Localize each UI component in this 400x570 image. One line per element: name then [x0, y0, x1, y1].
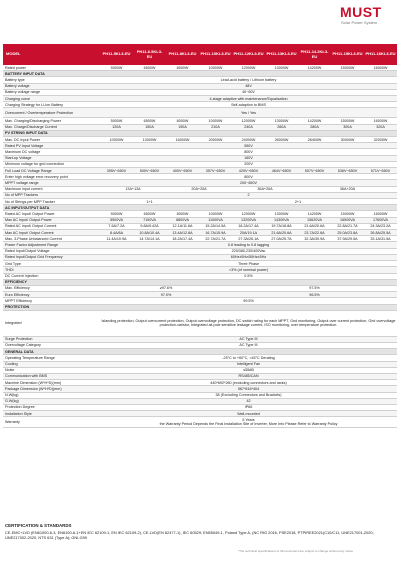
spec-value: 16000W: [166, 137, 199, 143]
spec-value: 20000W: [199, 137, 232, 143]
spec-label: Communication with BMS: [3, 373, 100, 379]
spec-label: Warranty: [3, 417, 100, 427]
spec-value: Yes / Yes: [100, 108, 397, 118]
spec-value: 40~60V: [100, 89, 397, 95]
spec-value: 2+1: [199, 199, 397, 205]
spec-value: 0.8 leading to 0.8 lagging: [100, 242, 397, 248]
spec-value: 8.4A/8A: [100, 230, 133, 236]
spec-value: 15.2A/14.5A: [199, 223, 232, 229]
spec-label: Power Factor Adjustment Range: [3, 242, 100, 248]
spec-value: 8000W: [166, 65, 199, 71]
spec-value: 210A: [199, 124, 232, 130]
spec-value: 395V~650V: [100, 168, 133, 174]
spec-label: Maximum DC voltage: [3, 149, 100, 155]
brand-logo: [340, 4, 396, 28]
certification-text: CE-EMC+LVD (EN61000-6-3, EN6100-6-1+EN IEC 62109-1, EN IEC 62109-2), CE-LVD(EN 62477-1), IEC 60529; EN55049-1, Poland Type A, (NC RfG 2016, PSE2018, PTPIREE2021(C10/C11, UNE217001-2020; UNE217002-2020, NTS 631 (Type A); GNI-G99: [5, 530, 374, 540]
spec-value: 20A/19.1A: [232, 230, 265, 236]
spec-value: 6500W: [133, 211, 166, 217]
spec-value: 12.1A/11.6A: [166, 223, 199, 229]
spec-label: DC Current Injection: [3, 273, 100, 279]
model-name: PH11-5KL3-EU: [100, 44, 133, 65]
section-title: AC INPUT/OUTPUT DATA: [3, 205, 397, 211]
spec-value: 28400W: [298, 137, 331, 143]
spec-row: [3, 108, 397, 118]
spec-label: Charging curve: [3, 96, 100, 102]
spec-value: 60Hz±5Hz/50Hz±5Hz: [100, 254, 397, 260]
spec-value: 15000W: [331, 211, 364, 217]
spec-value: 429V~650V: [232, 168, 265, 174]
spec-label: Max AC Input/ Output Power: [3, 217, 100, 223]
spec-value: 17600VA: [364, 217, 397, 223]
spec-value: 14200W: [298, 118, 331, 124]
spec-value: 8800VA: [166, 217, 199, 223]
spec-value: 13000W: [133, 137, 166, 143]
spec-value: 13000W: [265, 65, 298, 71]
spec-value: 38 (Excluding Connectors and Brackets): [100, 392, 397, 398]
spec-value: 5000W: [100, 65, 133, 71]
spec-label: Rated Input/Output Grid Frequency: [3, 254, 100, 260]
spec-value: 30000W: [331, 137, 364, 143]
spec-value: 97.5%: [232, 285, 397, 291]
spec-label: MPPT Efficiency: [3, 298, 100, 304]
spec-value: 21.6A/20.6A: [298, 223, 331, 229]
spec-value: 24000W: [232, 137, 265, 143]
spec-label: Full Load DC Voltage Range: [3, 168, 100, 174]
spec-label: Rated power: [3, 65, 100, 71]
spec-label: Max. Charge/Discharge Current: [3, 124, 100, 130]
spec-value: 19.7A/18.8A: [265, 223, 298, 229]
spec-value: 200~650V: [100, 180, 397, 186]
spec-value: 6500W: [133, 65, 166, 71]
spec-value: RS485/CAN: [100, 373, 397, 379]
brand-tagline: Solar Power System: [341, 20, 378, 25]
section-title: GENERAL DATA: [3, 349, 397, 355]
spec-label: THDi: [3, 267, 100, 273]
certification-heading: CERTIFICATION & STANDARDS: [5, 523, 72, 528]
spec-label: Max. Charging/Discharging Power: [3, 118, 100, 124]
model-name: PH11-8KL3-EU: [166, 44, 199, 65]
spec-label: Max. DC Input Power: [3, 137, 100, 143]
brand-name: MUST: [340, 4, 382, 20]
spec-label: Cooling: [3, 361, 100, 367]
spec-value: 96.5%: [232, 292, 397, 298]
spec-value: 150A: [133, 124, 166, 130]
spec-value: 42: [100, 398, 397, 404]
spec-label: Grid Type: [3, 261, 100, 267]
spec-table-body: [3, 65, 397, 427]
spec-value: 7150VA: [133, 217, 166, 223]
spec-value: 567*816*404: [100, 386, 397, 392]
spec-label: N.W(kg): [3, 392, 100, 398]
spec-value: 11000VA: [199, 217, 232, 223]
spec-value: 48V: [100, 83, 397, 89]
spec-value: 18.2A/17.4A: [166, 236, 199, 242]
spec-value: 500V~650V: [133, 168, 166, 174]
model-name: PH11-13KL3-EU: [265, 44, 298, 65]
spec-value: 440*692*260 (excluding connectors and racks): [100, 380, 397, 386]
spec-value: IP66: [100, 404, 397, 410]
spec-value: 200V: [100, 161, 397, 167]
spec-label: G.W(kg): [3, 398, 100, 404]
spec-value: 160V: [100, 155, 397, 161]
spec-value: 27.3A/26.1A: [232, 236, 265, 242]
spec-value: 5000W: [100, 118, 133, 124]
spec-value: 10000W: [100, 137, 133, 143]
spec-label: Package Dimension (W*H*D)(mm): [3, 386, 100, 392]
spec-value: 32000W: [364, 137, 397, 143]
spec-value: 16000W: [364, 118, 397, 124]
specification-footnote: *The technical specifications of this document are subject to change without any notice: [238, 549, 354, 553]
spec-value: 10000W: [199, 211, 232, 217]
spec-value: 1+1: [100, 199, 199, 205]
spec-label: Max AC Input/ Output Current: [3, 230, 100, 236]
spec-label: Battery voltage range: [3, 89, 100, 95]
spec-value: ≤55dB: [100, 367, 397, 373]
spec-label: Battery type: [3, 77, 100, 83]
spec-value: 320A: [364, 124, 397, 130]
spec-label: MPPT voltage range: [3, 180, 100, 186]
spec-value: 23.7A/22.6A: [298, 230, 331, 236]
spec-value: ≥97.6%: [100, 285, 232, 291]
spec-value: -25°C to +60°C, >45°C Derating: [100, 355, 397, 361]
spec-label: Rated PV Input Voltage: [3, 143, 100, 149]
spec-value: 97.0%: [100, 292, 232, 298]
spec-value: 11.4A/10.9A: [100, 236, 133, 242]
spec-value: 6500W: [133, 118, 166, 124]
spec-value: 14200W: [298, 211, 331, 217]
spec-value: 5500VA: [100, 217, 133, 223]
spec-value: 10.8A/10.4A: [133, 230, 166, 236]
spec-value: 0.5%: [100, 273, 397, 279]
spec-label: Integrated: [3, 310, 100, 336]
spec-label: Installation Style: [3, 411, 100, 417]
spec-value: 13200VA: [232, 217, 265, 223]
spec-value: 536V~650V: [331, 168, 364, 174]
spec-value: 15000W: [331, 118, 364, 124]
spec-value: 16500VA: [331, 217, 364, 223]
model-name: PH11-6.5KL3-EU: [133, 44, 166, 65]
spec-value: 14200W: [298, 65, 331, 71]
spec-value: 16.7A/15.9A: [199, 230, 232, 236]
section-title: PV STRING INPUT DATA: [3, 130, 397, 136]
spec-value: 190A: [166, 124, 199, 130]
spec-value: 800V: [100, 149, 397, 155]
spec-label: Maximum input current: [3, 186, 100, 192]
spec-label: Euro Efficiency: [3, 292, 100, 298]
spec-value: 8000W: [166, 211, 199, 217]
spec-label: Minimum voltage for grid connection: [3, 161, 100, 167]
model-name: PH11-12KL3-EU: [232, 44, 265, 65]
spec-value: 26.8A/25.5A: [364, 230, 397, 236]
spec-value: 280A: [298, 124, 331, 130]
spec-value: 37.9A/29.5A: [331, 236, 364, 242]
spec-value: 507V~650V: [298, 168, 331, 174]
section-title: BATTERY INPUT DATA: [3, 71, 397, 77]
spec-value: 14.7A/14.1A: [133, 236, 166, 242]
spec-label: Operating Temperature Range: [3, 355, 100, 361]
spec-label: No of Strings per MPP Tracker: [3, 199, 100, 205]
spec-value: 15000W: [331, 65, 364, 71]
spec-value: Intelligent Fan: [100, 361, 397, 367]
spec-value: Three Phase: [100, 261, 397, 267]
spec-value: 13000W: [265, 211, 298, 217]
spec-value: AC Type III: [100, 342, 397, 348]
spec-value: 10000W: [199, 118, 232, 124]
model-name: PH11-16KL3-EU: [364, 44, 397, 65]
spec-label: Max. Efficiency: [3, 285, 100, 291]
spec-value: 464V~650V: [265, 168, 298, 174]
specification-table: [3, 44, 397, 428]
spec-value: 24.3A/23.2A: [364, 223, 397, 229]
spec-value: 300A: [331, 124, 364, 130]
spec-value: 26000W: [265, 137, 298, 143]
spec-value: 4-stage adaptive with maintenance/Equalization: [100, 96, 397, 102]
spec-label: Rated AC Input/ Output Current: [3, 223, 100, 229]
spec-value: 260A: [265, 124, 298, 130]
spec-value: 550V: [100, 143, 397, 149]
model-name: PH11-15KL3-EU: [331, 44, 364, 65]
spec-value: 36A+20A: [232, 186, 298, 192]
spec-value: 800V: [100, 174, 397, 180]
model-name: PH11-10KL3-EU: [199, 44, 232, 65]
spec-value: 8000W: [166, 118, 199, 124]
spec-value: 16000W: [364, 65, 397, 71]
spec-value: 2: [100, 192, 397, 198]
spec-value: 18.2A/17.4A: [232, 223, 265, 229]
spec-label: Protection Degree: [3, 404, 100, 410]
spec-value: 10000W: [199, 65, 232, 71]
spec-label: Max. 3-Phase Unbalanced Current: [3, 236, 100, 242]
spec-value: 25.0A/23.8A: [331, 230, 364, 236]
spec-value: 9.8A/9.42A: [133, 223, 166, 229]
spec-value: 20A+20A: [166, 186, 232, 192]
spec-value: 32.3A/30.9A: [298, 236, 331, 242]
section-title: PROTECTION: [3, 304, 397, 310]
spec-value: 13A+13A: [100, 186, 166, 192]
spec-value: Islanding protection, Output overcurrent protection, Output overvoltage protection, DC switch rating for each MPPT, Gnd monitoring, Output over current protection, Gird overvoltage protection-varistor, Integrated all-pole sensitive leakage current, ISO monitoring, over temperature protection.: [100, 310, 397, 336]
spec-value: 21.6A/20.6A: [265, 230, 298, 236]
spec-label: Noise: [3, 367, 100, 373]
spec-value: Self-adaption to BMS: [100, 102, 397, 108]
spec-row: [3, 310, 397, 336]
model-label: MODEL: [3, 44, 100, 65]
spec-value: 571V~650V: [364, 168, 397, 174]
spec-value: 15620VA: [298, 217, 331, 223]
spec-label: Enter high voltage error recovery point: [3, 174, 100, 180]
spec-label: No of MPP Trackers: [3, 192, 100, 198]
spec-value: AC Type III: [100, 336, 397, 342]
spec-value: 7.6A/7.2A: [100, 223, 133, 229]
spec-value: 16000W: [364, 211, 397, 217]
spec-value: 13.4A/12.8A: [166, 230, 199, 236]
spec-value: 5 Years the Warranty Period Depends the Final Installation Site of Inverter, More Info Please Refer to Warranty Policy: [100, 417, 397, 427]
spec-label: Overcurrent / Overtemperature Protection: [3, 108, 100, 118]
spec-value: 22.8A/21.7A: [331, 223, 364, 229]
spec-value: 12000W: [232, 118, 265, 124]
spec-label: Charging Strategy for Li-Ion Battery: [3, 102, 100, 108]
model-header-row: [3, 44, 397, 65]
spec-value: 12000W: [232, 211, 265, 217]
spec-value: <3% (of nominal power): [100, 267, 397, 273]
spec-value: 14300VA: [265, 217, 298, 223]
spec-value: 33.1A/31.5A: [364, 236, 397, 242]
spec-value: 13000W: [265, 118, 298, 124]
spec-label: Overvoltage Category: [3, 342, 100, 348]
spec-row: [3, 417, 397, 427]
spec-value: 27.0A/25.7A: [265, 236, 298, 242]
spec-value: 220/380,230/400Vac: [100, 248, 397, 254]
spec-label: Rated AC Input/ Output Power: [3, 211, 100, 217]
spec-value: 5000W: [100, 211, 133, 217]
section-title: EFFICIENCY: [3, 279, 397, 285]
spec-value: 22.7A/21.7A: [199, 236, 232, 242]
spec-label: Start-up Voltage: [3, 155, 100, 161]
spec-value: 357V~650V: [199, 168, 232, 174]
spec-label: Battery voltage: [3, 83, 100, 89]
spec-label: Surge Protection: [3, 336, 100, 342]
spec-value: Lead-acid battery / Lithium battery: [100, 77, 397, 83]
spec-value: 120A: [100, 124, 133, 130]
model-name: PH11-14.2KL3-EU: [298, 44, 331, 65]
spec-value: 99.5%: [100, 298, 397, 304]
spec-label: Machine Dimension (W*H*D)(mm): [3, 380, 100, 386]
spec-value: 36A+20A: [298, 186, 397, 192]
spec-value: 12000W: [232, 65, 265, 71]
spec-value: Wall-mounted: [100, 411, 397, 417]
spec-value: 240A: [232, 124, 265, 130]
spec-value: 400V~650V: [166, 168, 199, 174]
spec-label: Rated Input/Output Voltage: [3, 248, 100, 254]
